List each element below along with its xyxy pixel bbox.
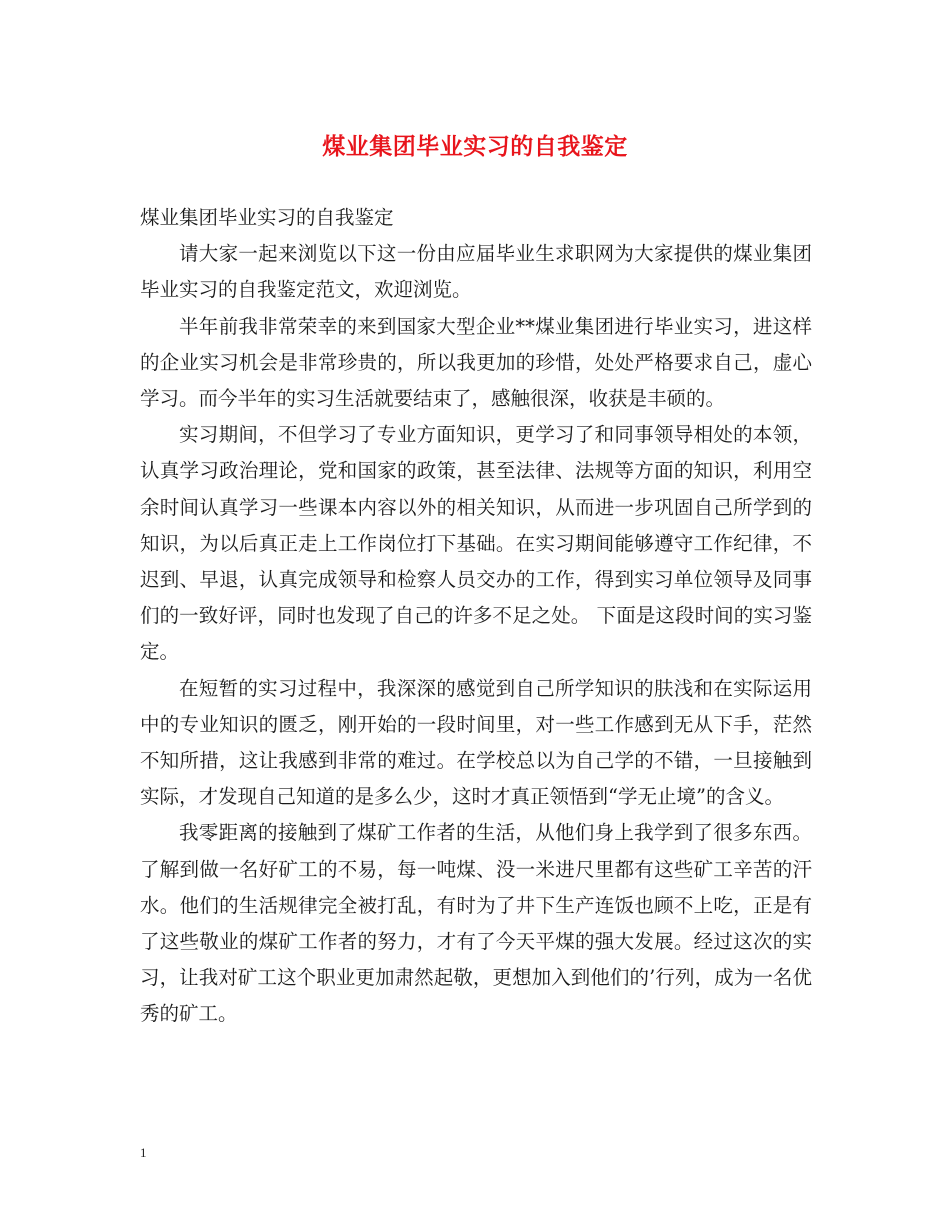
paragraph-2: 半年前我非常荣幸的来到国家大型企业**煤业集团进行毕业实习，进这样的企业实习机会是非常珍贵的，所以我更加的珍惜，处处严格要求自己，虚心学习。而今半年的实习生活就要结束了，感触很深，收获是丰硕的。 — [140, 314, 812, 411]
document-body — [140, 200, 812, 1033]
page-number: 1 — [140, 1145, 147, 1160]
paragraph-intro: 请大家一起来浏览以下这一份由应届毕业生求职网为大家提供的煤业集团毕业实习的自我鉴定范文，欢迎浏览。 — [140, 242, 812, 302]
paragraph-5: 我零距离的接触到了煤矿工作者的生活，从他们身上我学到了很多东西。了解到做一名好矿工的不易，每一吨煤、没一米进尺里都有这些矿工辛苦的汗水。他们的生活规律完全被打乱，有时为了井下生产连饭也顾不上吃，正是有了这些敬业的煤矿工作者的努力，才有了今天平煤的强大发展。经过这次的实习，让我对矿工这个职业更加肃然起敬，更想加入到他们的’行列，成为一名优秀的矿工。 — [140, 821, 812, 1026]
document-title: 煤业集团毕业实习的自我鉴定 — [322, 133, 628, 160]
subtitle-paragraph: 煤业集团毕业实习的自我鉴定 — [140, 206, 394, 229]
paragraph-4: 在短暂的实习过程中，我深深的感觉到自己所学知识的肤浅和在实际运用中的专业知识的匮乏，刚开始的一段时间里，对一些工作感到无从下手，茫然不知所措，这让我感到非常的难过。在学校总以为自己学的不错，一旦接触到实际，才发现自己知道的是多么少，这时才真正领悟到“学无止境”的含义。 — [140, 676, 812, 809]
paragraph-3: 实习期间，不但学习了专业方面知识，更学习了和同事领导相处的本领，认真学习政治理论，党和国家的政策，甚至法律、法规等方面的知识，利用空余时间认真学习一些课本内容以外的相关知识，从而进一步巩固自己所学到的知识，为以后真正走上工作岗位打下基础。在实习期间能够遵守工作纪律，不迟到、早退，认真完成领导和检察人员交办的工作，得到实习单位领导及同事们的一致好评，同时也发现了自己的许多不足之处。 下面是这段时间的实习鉴定。 — [140, 423, 812, 664]
